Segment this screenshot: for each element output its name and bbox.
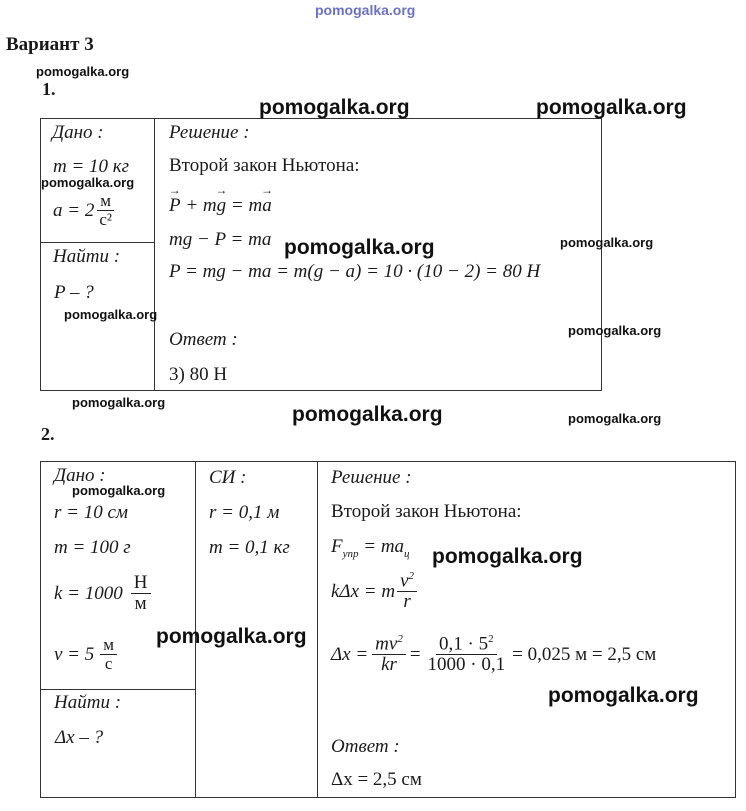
divider bbox=[317, 461, 318, 798]
scalar-equation: mg − P = ma bbox=[169, 229, 272, 250]
unit-numerator: Н bbox=[131, 573, 151, 594]
answer-value: Δx = 2,5 см bbox=[331, 769, 422, 790]
stiffness-value: k = 1000 bbox=[54, 582, 123, 604]
given-acceleration bbox=[53, 192, 117, 230]
answer-value: 3) 80 Н bbox=[169, 364, 228, 385]
watermark: pomogalka.org bbox=[568, 411, 662, 426]
answer-label: Ответ : bbox=[169, 329, 238, 350]
si-radius: r = 0,1 м bbox=[209, 502, 280, 523]
unit-denominator: с² bbox=[99, 209, 112, 229]
watermark: pomogalka.org bbox=[292, 403, 443, 426]
acceleration-unit bbox=[96, 192, 115, 230]
unit-denominator: м bbox=[134, 592, 147, 614]
watermark: pomogalka.org bbox=[568, 323, 662, 338]
watermark: pomogalka.org bbox=[560, 235, 654, 250]
unit-numerator: м bbox=[97, 192, 114, 211]
elongation-equation: Δx = $\frac{mv^2}{kr}$ = $\frac{0,1 \cdot 5^2}{1000 \cdot 0,1}$ = 0,025 м = 2,5 см bbox=[331, 633, 657, 676]
stiffness-unit bbox=[131, 573, 151, 615]
page-title: Вариант 3 bbox=[6, 34, 94, 55]
divider bbox=[154, 118, 155, 391]
watermark: pomogalka.org bbox=[72, 395, 166, 410]
solution-label: Решение : bbox=[169, 122, 250, 143]
si-label: СИ : bbox=[209, 467, 247, 488]
given-mass: m = 10 кг bbox=[53, 156, 130, 177]
watermark: pomogalka.org bbox=[156, 625, 307, 648]
velocity-value: v = 5 bbox=[54, 643, 95, 665]
elongation-result: = 0,025 м = 2,5 см bbox=[512, 644, 657, 666]
top-watermark: pomogalka.org bbox=[315, 2, 416, 18]
given-label: Дано : bbox=[54, 465, 106, 486]
given-mass: m = 100 г bbox=[54, 537, 131, 558]
find-value: P – ? bbox=[54, 282, 94, 303]
watermark: pomogalka.org bbox=[536, 96, 687, 119]
given-velocity bbox=[54, 636, 119, 674]
watermark: pomogalka.org bbox=[284, 236, 435, 259]
watermark: pomogalka.org bbox=[432, 545, 583, 568]
answer-label: Ответ : bbox=[331, 736, 400, 757]
unit-denominator: с bbox=[104, 653, 113, 673]
velocity-unit bbox=[100, 636, 117, 674]
watermark: pomogalka.org bbox=[548, 684, 699, 707]
problem-2-number: 2. bbox=[41, 424, 55, 444]
si-mass: m = 0,1 кг bbox=[209, 537, 290, 558]
find-label: Найти : bbox=[53, 246, 121, 267]
find-value: Δx – ? bbox=[55, 727, 104, 748]
dynamics-equation: kΔx = m $\frac{v^2}{r}$ bbox=[331, 571, 419, 613]
given-label: Дано : bbox=[52, 122, 104, 143]
newton-law-heading: Второй закон Ньютона: bbox=[169, 155, 360, 176]
newton-law-heading: Второй закон Ньютона: bbox=[331, 501, 522, 522]
given-radius: r = 10 см bbox=[54, 502, 129, 523]
problem-1-number: 1. bbox=[42, 79, 56, 99]
watermark: pomogalka.org bbox=[36, 64, 130, 79]
watermark: pomogalka.org bbox=[41, 175, 135, 190]
watermark: pomogalka.org bbox=[72, 483, 166, 498]
solution-label: Решение : bbox=[331, 467, 412, 488]
unit-numerator: м bbox=[100, 636, 117, 655]
watermark: pomogalka.org bbox=[259, 96, 410, 119]
force-equation: $F_{упр} = ma_ц$ bbox=[331, 536, 410, 560]
result-equation: P = mg − ma = m(g − a) = 10 · (10 − 2) = 80 Н bbox=[169, 261, 541, 282]
find-label: Найти : bbox=[54, 692, 122, 713]
watermark: pomogalka.org bbox=[64, 307, 158, 322]
divider bbox=[40, 689, 196, 690]
given-stiffness bbox=[54, 573, 153, 615]
vector-equation: → P + m→ g = m→ a bbox=[169, 195, 272, 217]
acceleration-value: a = 2 bbox=[53, 199, 95, 221]
divider bbox=[40, 242, 155, 243]
